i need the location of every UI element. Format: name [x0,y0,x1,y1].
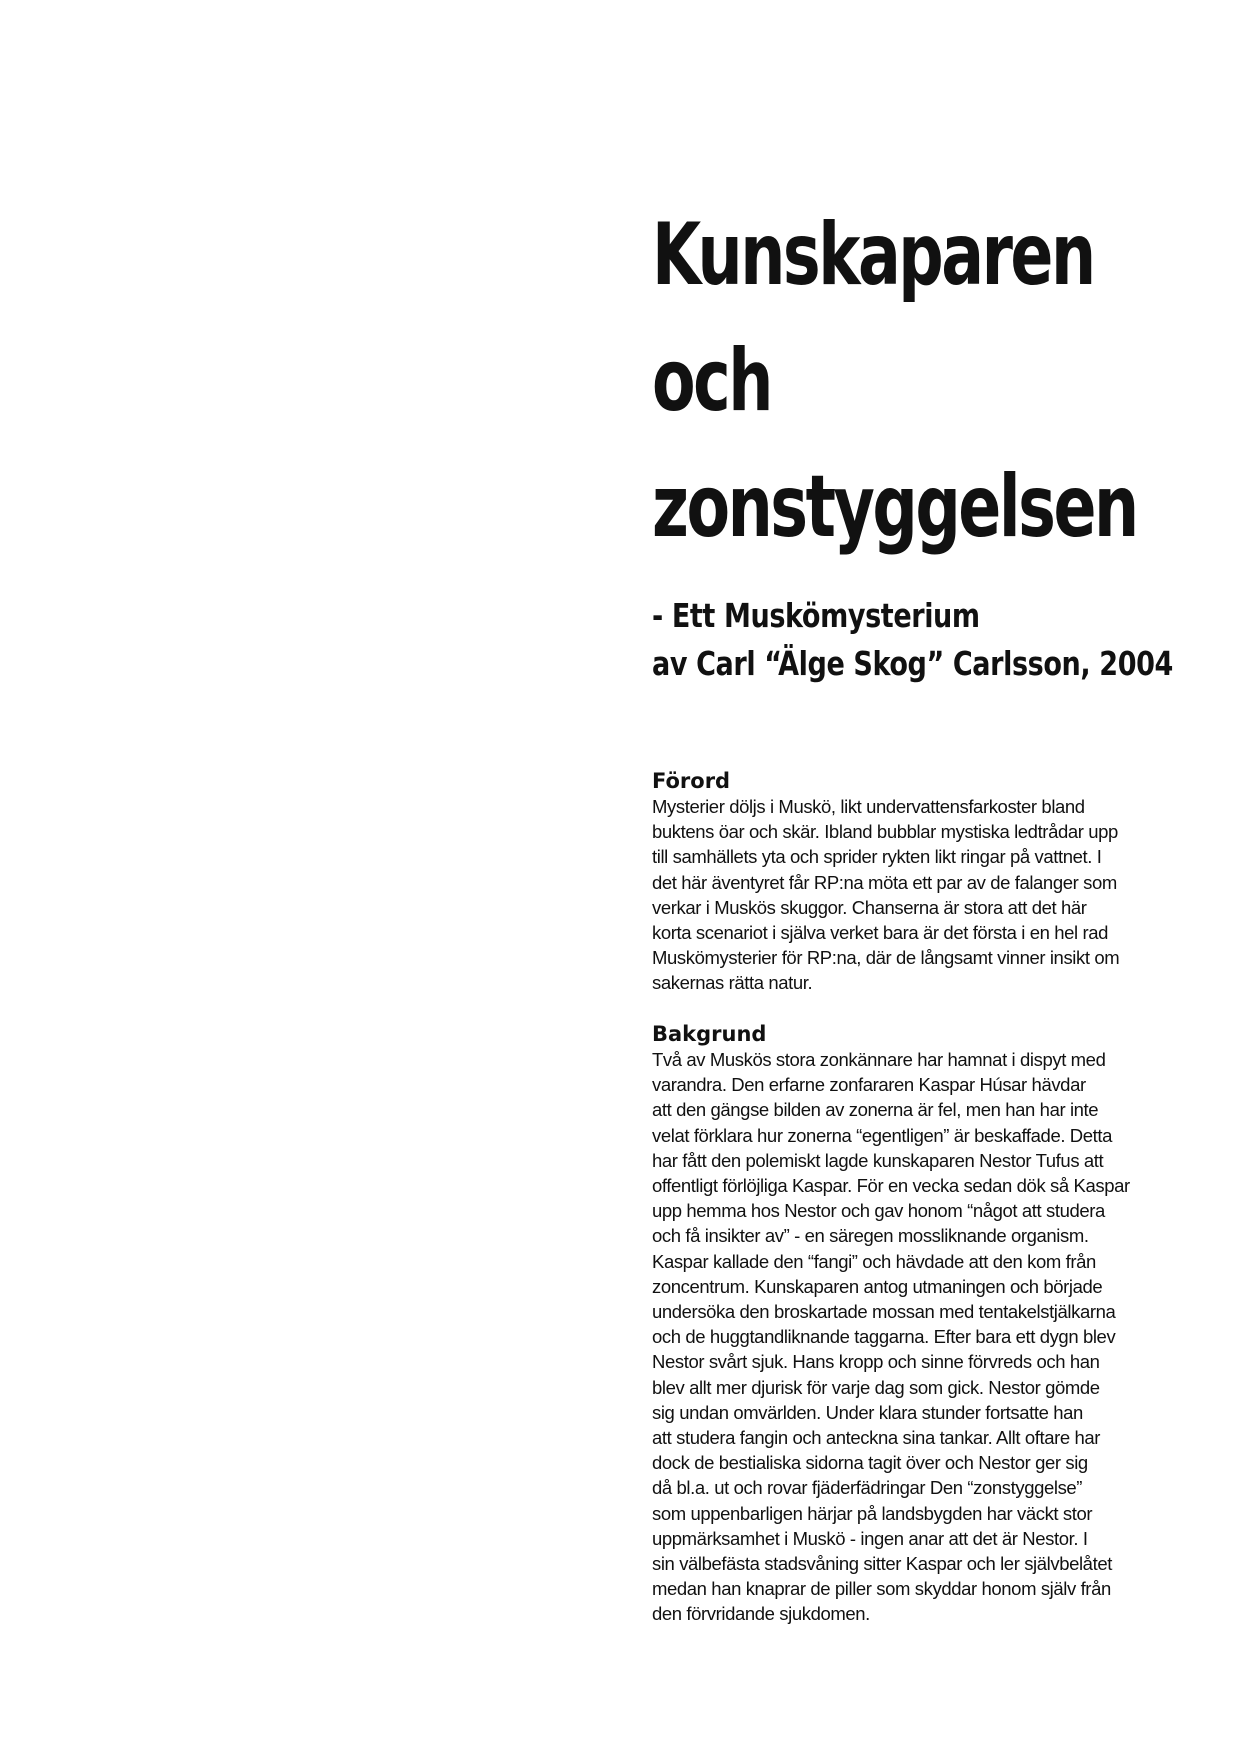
text-line: att den gängse bilden av zonerna är fel, men han har inte [652,1099,1099,1121]
text-line: blev allt mer djurisk för varje dag som gick. Nestor gömde [652,1376,1100,1398]
text-line: Muskömysterier för RP:na, där de långsamt vinner insikt om [652,947,1120,969]
text-line: och de huggtandliknande taggarna. Efter bara ett dygn blev [652,1326,1116,1348]
text-line: korta scenariot i själva verket bara är det första i en hel rad [652,922,1109,944]
text-line: uppmärksamhet i Muskö - ingen anar att det är Nestor. I [652,1527,1088,1549]
text-line: offentligt förlöjliga Kaspar. För en vecka sedan dök så Kaspar [652,1175,1130,1197]
text-line: verkar i Muskös skuggor. Chanserna är stora att det här [652,896,1087,918]
text-line: sakernas rätta natur. [652,972,813,994]
text-line: Mysterier döljs i Muskö, likt undervattensfarkoster bland [652,796,1085,817]
title-line: Kunskaparen [652,205,1094,305]
text-line: att studera fangin och anteckna sina tankar. Allt oftare har [652,1427,1101,1449]
document-title [652,192,1137,570]
text-line: till samhällets yta och sprider rykten likt ringar på vattnet. I [652,846,1102,868]
text-line: Två av Muskös stora zonkännare har hamnat i dispyt med [652,1049,1106,1070]
text-line: Kaspar kallade den “fangi” och hävdade att den kom från [652,1250,1096,1272]
section-body [652,794,1162,996]
text-line: den förvridande sjukdomen. [652,1603,870,1625]
text-line: Nestor svårt sjuk. Hans kropp och sinne förvreds och han [652,1351,1100,1373]
text-line: som uppenbarligen härjar på landsbygden har väckt stor [652,1502,1093,1524]
text-line: då bl.a. ut och rovar fjäderfädringar Den “zonstyggelse” [652,1477,1083,1499]
title-line: och [652,331,772,431]
text-line: det här äventyret får RP:na möta ett par av de falanger som [652,871,1117,893]
text-line: velat förklara hur zonerna “egentligen” är beskaffade. Detta [652,1124,1113,1146]
section-heading: Förord [652,769,731,793]
text-line: dock de bestialiska sidorna tagit över och Nestor ger sig [652,1452,1088,1474]
subtitle-line: av Carl “Älge Skog” Carlsson, 2004 [652,644,1173,683]
text-line: sin välbefästa stadsvåning sitter Kaspar och ler självbelåtet [652,1553,1112,1575]
section-body [652,1047,1162,1627]
text-line: buktens öar och skär. Ibland bubblar mystiska ledtrådar upp [652,821,1118,843]
section-heading: Bakgrund [652,1022,767,1046]
text-line: sig undan omvärlden. Under klara stunder fortsatte han [652,1401,1083,1423]
text-line: har fått den polemiskt lagde kunskaparen Nestor Tufus att [652,1149,1104,1171]
text-line: undersöka den broskartade mossan med tentakelstjälkarna [652,1301,1116,1323]
text-line: upp hemma hos Nestor och gav honom “något att studera [652,1200,1105,1222]
text-line: medan han knaprar de piller som skyddar honom själv från [652,1578,1111,1600]
subtitle-line: - Ett Muskömysterium [652,596,980,635]
text-line: zoncentrum. Kunskaparen antog utmaningen och började [652,1275,1103,1297]
title-line: zonstyggelsen [652,457,1137,557]
document-subtitle [652,592,1173,688]
section-forord [652,768,1162,996]
section-bakgrund [652,1021,1162,1627]
text-line: och få insikter av” - en säregen mossliknande organism. [652,1225,1089,1247]
text-line: varandra. Den erfarne zonfararen Kaspar Húsar hävdar [652,1074,1086,1096]
